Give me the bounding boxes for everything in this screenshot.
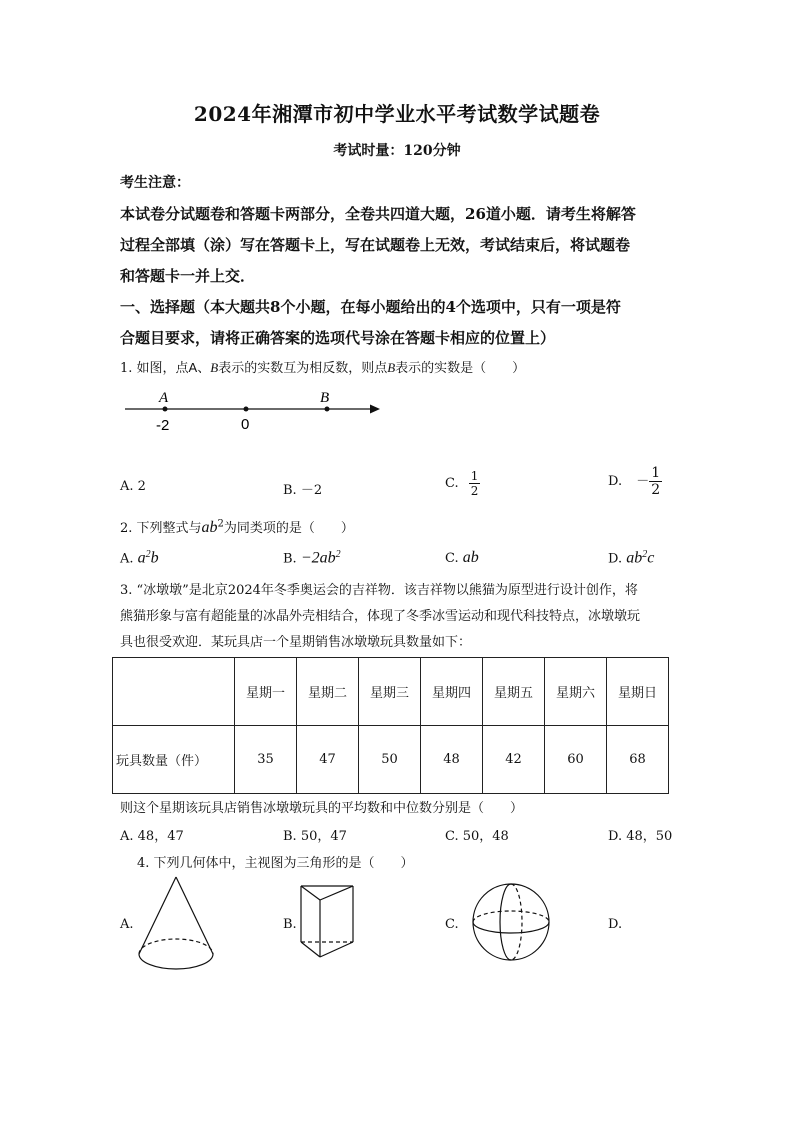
section1-line-2: 合题目要求，请将正确答案的选项代号涂在答题卡相应的位置上） [120, 329, 556, 347]
table-header-cell: 星期一 [235, 658, 297, 726]
q4-option-a: A. [120, 917, 134, 932]
table-cell: 60 [545, 726, 607, 794]
q3-option-d: D. 48，50 [608, 829, 673, 844]
point-a-label: A [159, 390, 169, 406]
q1-option-d: D. － $\frac{1}{2}$ [608, 465, 661, 498]
tick-label-minus-2: -2 [156, 417, 170, 434]
q3-option-b: B. 50，47 [283, 829, 347, 844]
question-3-line-1: 3. “冰墩墩”是北京2024年冬季奥运会的吉祥物．该吉祥物以熊猫为原型进行设计创作，将 [120, 583, 638, 598]
q3-option-c: C. 50，48 [445, 829, 509, 844]
table-header-cell: 星期日 [607, 658, 669, 726]
fraction-one-half: $\frac{1}{2}$ [470, 469, 479, 498]
q4-option-b: B. [283, 917, 297, 932]
q1-option-a: A. 2 [120, 479, 146, 494]
notice-line-2: 过程全部填（涂）写在答题卡上，写在试题卷上无效，考试结束后，将试题卷 [120, 236, 631, 254]
question-3-prompt: 则这个星期该玩具店销售冰墩墩玩具的平均数和中位数分别是（ ） [120, 801, 524, 816]
table-header-blank [113, 658, 235, 726]
table-cell: 47 [297, 726, 359, 794]
q3-option-a: A. 48，47 [120, 829, 184, 844]
origin-dot [244, 407, 249, 412]
triangular-prism-figure [301, 886, 353, 957]
q2-option-b: B. $-2ab^2$ [283, 549, 341, 567]
section1-line-1: 一、选择题（本大题共8个小题，在每小题给出的4个选项中，只有一项是符 [120, 298, 621, 316]
table-header-cell: 星期六 [545, 658, 607, 726]
notice-line-3: 和答题卡一并上交． [120, 267, 256, 285]
question-1-text: 1. 如图，点A、B表示的实数互为相反数，则点B表示的实数是（ ） [120, 360, 526, 376]
table-header-cell: 星期二 [297, 658, 359, 726]
table-row-label: 玩具数量（件） [113, 726, 235, 794]
table-row [113, 726, 669, 794]
exam-time: 考试时量：120分钟 [333, 143, 461, 159]
question-4-text: 4. 下列几何体中，主视图为三角形的是（ ） [137, 856, 414, 871]
page-title: 2024年湘潭市初中学业水平考试数学试题卷 [193, 102, 601, 126]
point-a-dot [163, 407, 168, 412]
table-cell: 42 [483, 726, 545, 794]
question-2-text: 2. 下列整式与$ab^2$为同类项的是（ ） [120, 518, 354, 536]
table-cell: 35 [235, 726, 297, 794]
q1-option-b: B. －2 [283, 483, 323, 498]
table-cell: 50 [359, 726, 421, 794]
table-header-cell: 星期四 [421, 658, 483, 726]
table-header-cell: 星期五 [483, 658, 545, 726]
tick-label-0: 0 [241, 416, 250, 433]
q2-option-c: C. ab [445, 549, 479, 566]
question-3-line-2: 熊猫形象与富有超能量的冰晶外壳相结合，体现了冬季冰雪运动和现代科技特点，冰墩墩玩 [120, 609, 641, 624]
table-header-row [113, 658, 669, 726]
notice-heading: 考生注意： [120, 175, 190, 191]
q2-option-a: A. $a^2b$ [120, 549, 159, 567]
table-cell: 68 [607, 726, 669, 794]
number-line-arrow [370, 405, 380, 414]
fraction-one-half: $\frac{1}{2}$ [651, 465, 661, 498]
point-b-dot [325, 407, 330, 412]
cone-figure [139, 877, 213, 969]
q2-option-d: D. $ab^2c$ [608, 549, 655, 567]
sales-table [112, 657, 669, 794]
notice-line-1: 本试卷分试题卷和答题卡两部分，全卷共四道大题，26道小题．请考生将解答 [120, 205, 636, 223]
q4-option-c: C. [445, 917, 459, 932]
sphere-figure [473, 884, 549, 960]
table-cell: 48 [421, 726, 483, 794]
point-b-label: B [320, 390, 330, 406]
question-3-line-3: 具也很受欢迎．某玩具店一个星期销售冰墩墩玩具数量如下： [120, 635, 472, 650]
table-header-cell: 星期三 [359, 658, 421, 726]
q1-option-c: C. $\frac{1}{2}$ [445, 469, 479, 498]
q4-option-d: D. [608, 917, 623, 932]
